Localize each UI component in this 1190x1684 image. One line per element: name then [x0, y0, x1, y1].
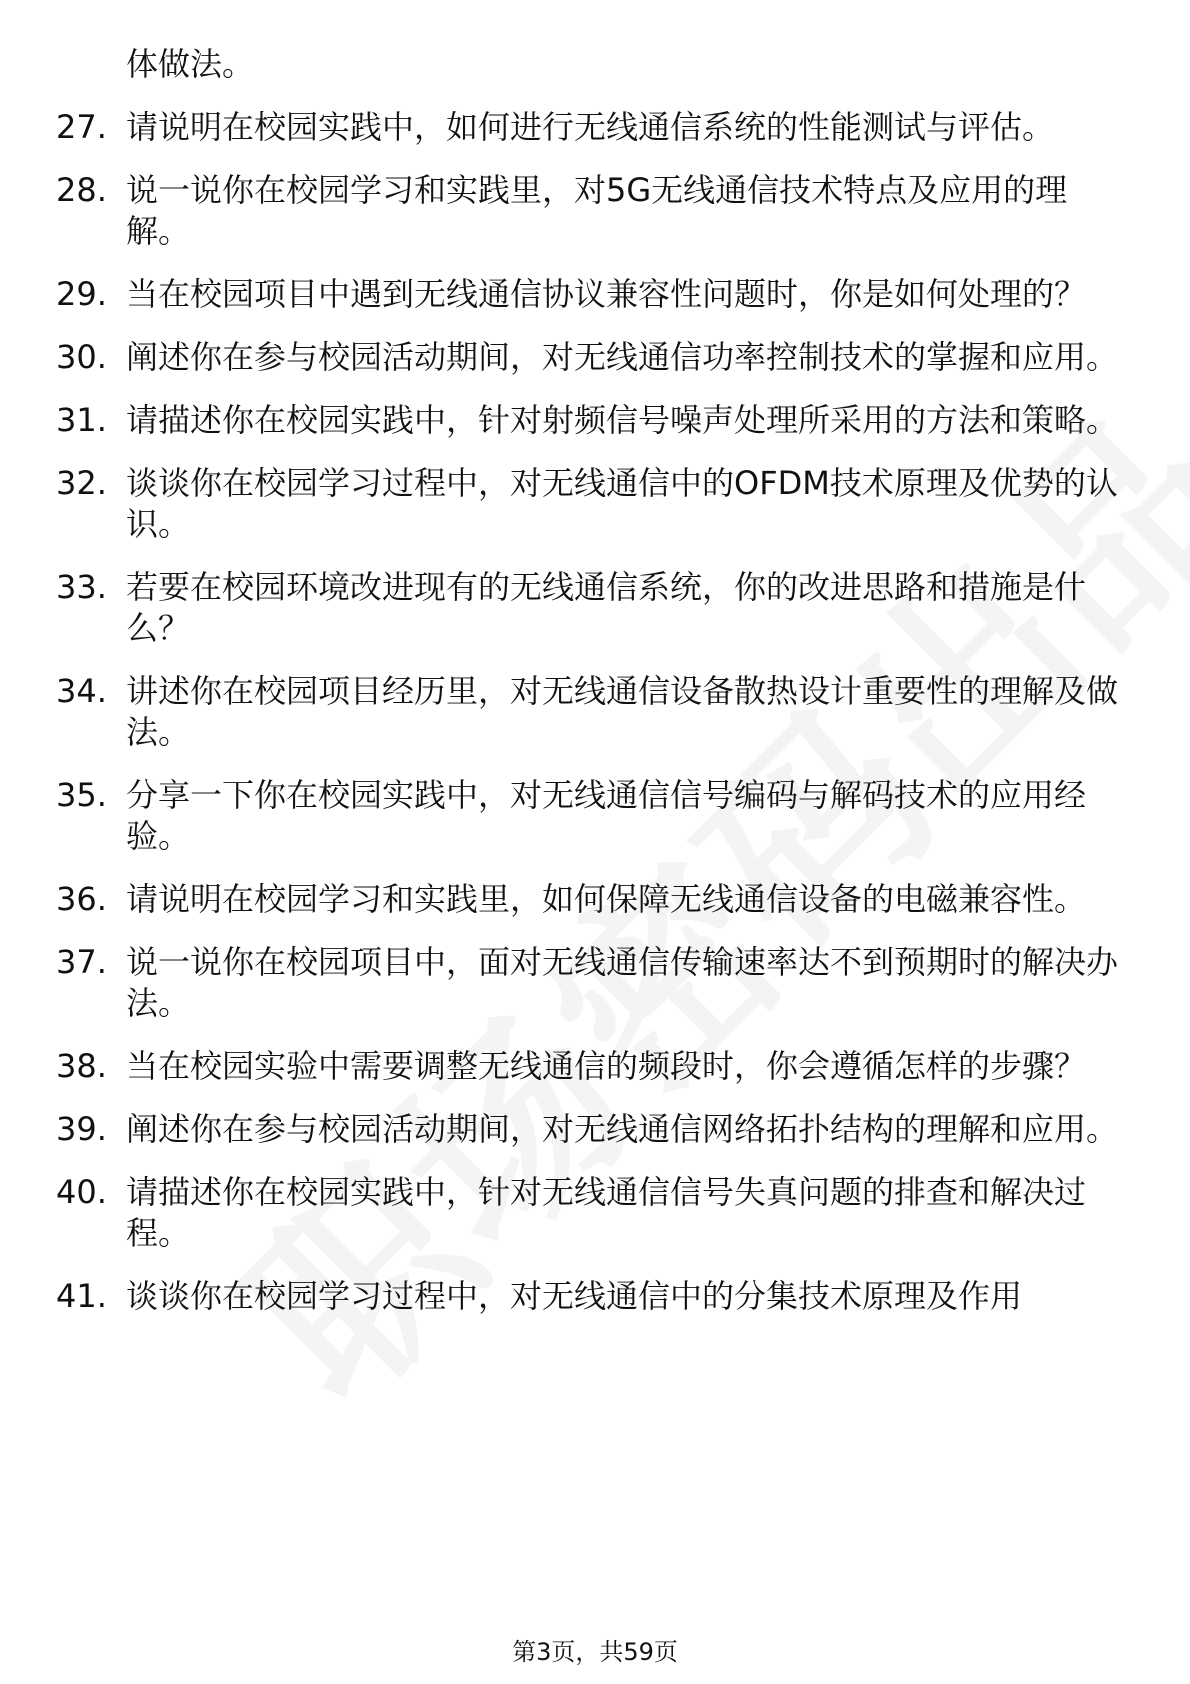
question-number: 41. — [56, 1277, 107, 1315]
question-text: 请说明在校园实践中，如何进行无线通信系统的性能测试与评估。 — [126, 108, 1055, 146]
question-text: 请描述你在校园实践中，针对无线通信信号失真问题的排查和解决过程。 — [126, 1173, 1087, 1252]
question-number: 31. — [56, 401, 107, 439]
question-text: 若要在校园环境改进现有的无线通信系统，你的改进思路和措施是什么？ — [126, 568, 1087, 647]
question-number: 37. — [56, 943, 107, 981]
question-item — [0, 1046, 1190, 1087]
page-footer: 第3页，共59页 — [512, 1638, 678, 1666]
question-number: 28. — [56, 171, 107, 209]
question-text: 请说明在校园学习和实践里，如何保障无线通信设备的电磁兼容性。 — [126, 880, 1087, 918]
question-text: 谈谈你在校园学习过程中，对无线通信中的分集技术原理及作用 — [126, 1277, 1023, 1315]
question-number: 29. — [56, 275, 107, 313]
question-text: 当在校园项目中遇到无线通信协议兼容性问题时，你是如何处理的？ — [126, 275, 1087, 313]
question-item — [0, 107, 1190, 148]
question-text: 讲述你在校园项目经历里，对无线通信设备散热设计重要性的理解及做法。 — [126, 672, 1119, 751]
question-number: 33. — [56, 568, 107, 606]
question-number: 39. — [56, 1110, 107, 1148]
question-number: 38. — [56, 1047, 107, 1085]
question-text: 当在校园实验中需要调整无线通信的频段时，你会遵循怎样的步骤？ — [126, 1047, 1087, 1085]
question-number: 30. — [56, 338, 107, 376]
question-item — [0, 463, 1190, 545]
question-text: 请描述你在校园实践中，针对射频信号噪声处理所采用的方法和策略。 — [126, 401, 1119, 439]
question-text: 谈谈你在校园学习过程中，对无线通信中的OFDM技术原理及优势的认识。 — [126, 464, 1118, 543]
question-item — [0, 942, 1190, 1024]
question-item — [0, 274, 1190, 315]
question-number: 32. — [56, 464, 107, 502]
question-text: 阐述你在参与校园活动期间，对无线通信网络拓扑结构的理解和应用。 — [126, 1110, 1119, 1148]
question-item — [0, 400, 1190, 441]
question-item — [0, 1109, 1190, 1150]
continuation-text: 体做法。 — [126, 45, 255, 83]
question-item — [0, 671, 1190, 753]
question-number: 34. — [56, 672, 107, 710]
question-text: 说一说你在校园项目中，面对无线通信传输速率达不到预期时的解决办法。 — [126, 943, 1119, 1022]
question-item — [0, 337, 1190, 378]
question-list — [0, 107, 1190, 1317]
question-number: 27. — [56, 108, 107, 146]
question-text: 阐述你在参与校园活动期间，对无线通信功率控制技术的掌握和应用。 — [126, 338, 1119, 376]
question-content — [0, 44, 1190, 1339]
question-text: 分享一下你在校园实践中，对无线通信信号编码与解码技术的应用经验。 — [126, 776, 1087, 855]
question-number: 40. — [56, 1173, 107, 1211]
question-item — [0, 1276, 1190, 1317]
question-number: 35. — [56, 776, 107, 814]
question-item — [0, 1172, 1190, 1254]
question-item — [0, 567, 1190, 649]
question-text: 说一说你在校园学习和实践里，对5G无线通信技术特点及应用的理解。 — [126, 171, 1068, 250]
question-item — [0, 775, 1190, 857]
question-item — [0, 170, 1190, 252]
question-number: 36. — [56, 880, 107, 918]
question-item — [0, 879, 1190, 920]
